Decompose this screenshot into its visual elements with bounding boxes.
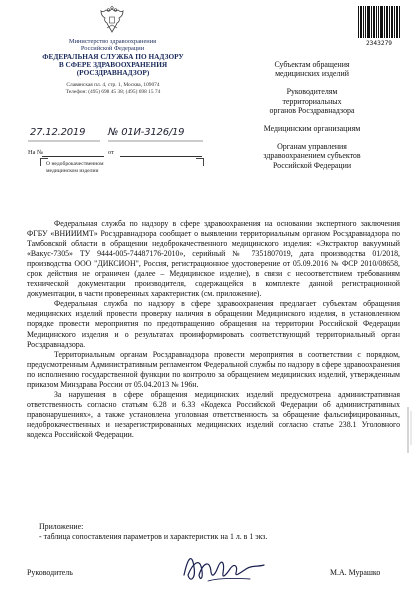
agency-name: ФЕДЕРАЛЬНАЯ СЛУЖБА ПО НАДЗОРУ В СФЕРЕ ЗДРАВООХРАНЕНИЯ (РОСЗДРАВНАДЗОР): [42, 52, 184, 78]
barcode-icon: [357, 6, 401, 38]
signer-name: М.А. Мурашко: [330, 568, 381, 577]
handwritten-signature: [178, 545, 268, 590]
attachment-block: [27, 522, 400, 542]
agency-address: Славянская пл. 4, стр. 1, Москва, 109074 Телефон: (495) 698 45 38; (495) 698 15 74: [65, 82, 161, 96]
body-paragraph: Федеральная служба по надзору в сфере здравоохранения на основании экспертного заключения ФГБУ «ВНИИИМТ» Росздравнадзора сообщает о выявлении территориальным органом Росздравнадзора по Тамбовской области в обращении недоброкачественного медицинского изделия: «Экстрактор вакуумный «Вакус-7305» ТУ 9444-005-74487176-2010», серийный № 7351807019, дата производства 01/2018, производства ООО "ДИКСИОН", Россия, регистрационное удостоверение от 05.09.2016 № ФСР 2010/08658, срок действия не ограничен (далее – Медицинское изделие), в связи с несоответствием требованиям технической документации производителя, содержащейся в комплекте данной регистрационной документации, в части проверенных характеристик (см. приложение).: [27, 219, 400, 299]
registration-date: 27.12.2019: [30, 127, 86, 138]
signer-title: Руководитель: [27, 568, 73, 577]
subject-corner-tr: [196, 158, 204, 166]
registration-number: № 01И-3126/19: [108, 127, 185, 138]
attachment-item: - таблица сопоставления параметров и характеристик на 1 л. в 1 экз.: [39, 532, 268, 541]
addressee-medical-orgs: Медицинским организациям: [263, 124, 361, 134]
state-emblem-icon: [99, 6, 125, 36]
addressee-health-authorities: Органам управления здравоохранением субъектов Российской Федерации: [263, 142, 361, 170]
body-paragraph: Федеральная служба по надзору в сфере здравоохранения предлагает субъектам обращения медицинских изделий провести проверку наличия в обращении Медицинского изделия, в установленном порядке провести мероприятия по предотвращению обращения на территории Российской Федерации Медицинского изделия и о результатах проинформировать соответствующий территориальный орган Росздравнадзора.: [27, 299, 400, 349]
addressees-block: [222, 60, 402, 179]
attachment-title: Приложение:: [39, 522, 84, 531]
addressee-subjects: Субъектам обращения медицинских изделий: [274, 60, 350, 79]
body-paragraph: Территориальным органам Росздравнадзора провести мероприятия в соответствии с порядком, предусмотренным Административным регламентом Федеральной службы по надзору в сфере здравоохранения по исполнению государственной функции по контролю за обращением медицинских изделий, утвержденным приказом Минздрава России от 05.04.2013 № 196н.: [27, 349, 400, 389]
reference-number-label: На №: [28, 149, 44, 156]
addressee-territorial-heads: Руководителям территориальных органов Росздравнадзора: [269, 87, 355, 115]
ministry-name: Министерство здравоохранения Российской Федерации: [68, 38, 157, 53]
scan-edge-mark: [405, 405, 415, 455]
body-paragraph: За нарушения в сфере обращения медицинских изделий предусмотрена административная ответственность согласно статьям 6.28 и 6.33 «Кодекса Российской Федерации об административных правонарушениях», а также установлена уголовная ответственность за обращение фальсифицированных, недоброкачественных и незарегистрированных медицинских изделий согласно статье 238.1 Уголовного кодекса Российской Федерации.: [27, 389, 400, 439]
reference-date-label: от: [108, 149, 114, 156]
letter-body: [27, 219, 400, 440]
letter-subject: О недоброкачественном медицинском изделии: [46, 161, 104, 175]
barcode-number: 2343279: [365, 40, 393, 47]
